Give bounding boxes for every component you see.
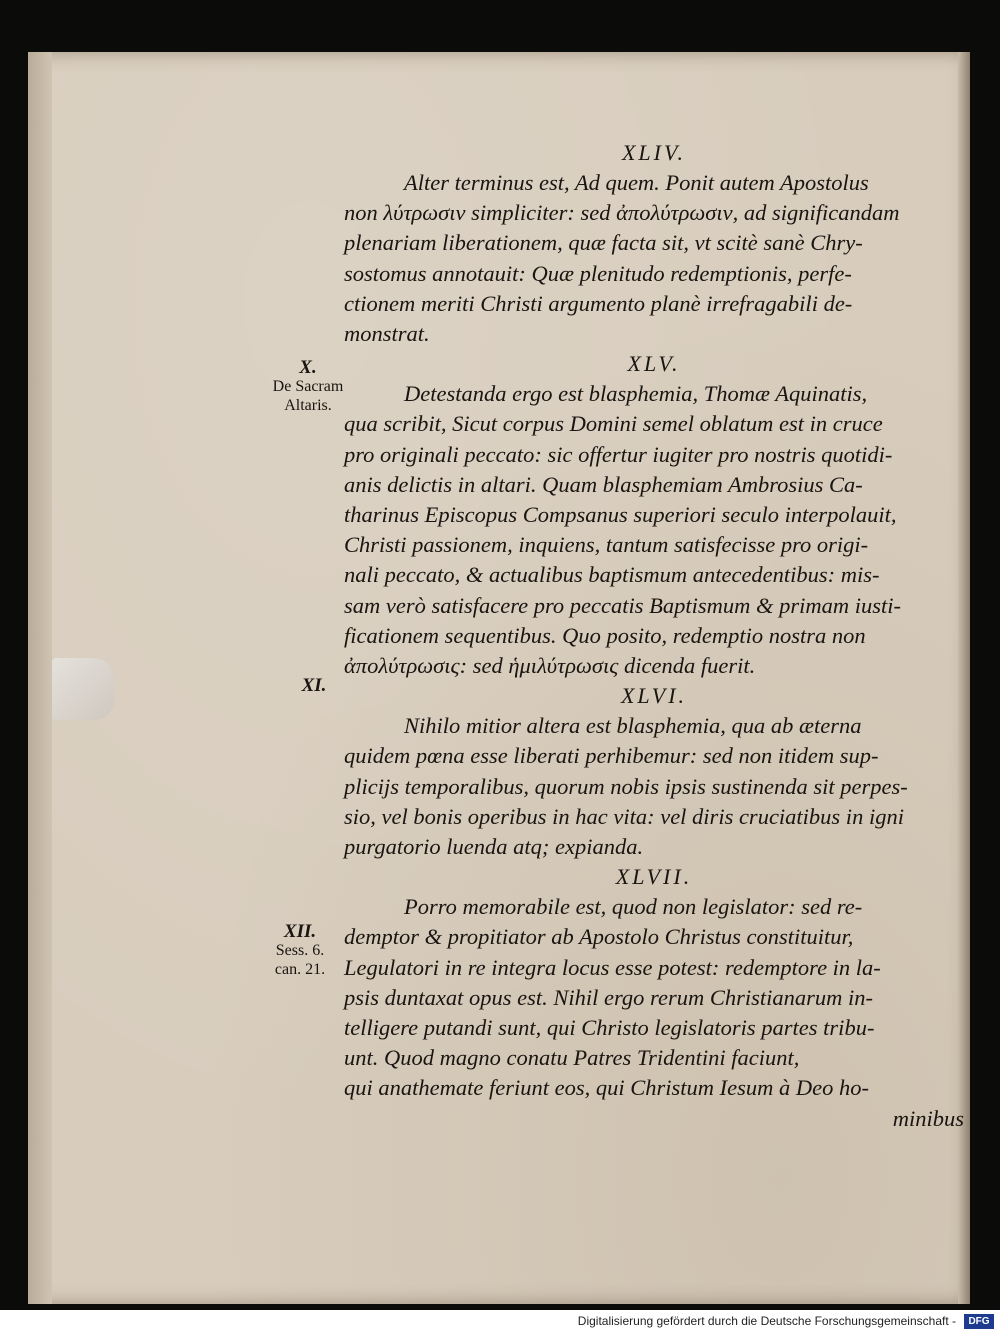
text-line: anis delictis in altari. Quam blasphemiam Ambrosius Ca-	[344, 471, 863, 497]
text-line: non λύτρωσιν simpliciter: sed ἀπολύτρωσιν, ad significandam	[344, 200, 900, 226]
text-line: tharinus Episcopus Compsanus superiori seculo interpolauit,	[344, 502, 897, 528]
text-line-content: Porro memorabile est, quod non legislator: sed re-	[404, 894, 863, 920]
text-line	[344, 711, 964, 741]
text-line: psis duntaxat opus est. Nihil ergo rerum Christianarum in-	[344, 984, 873, 1010]
margin-note-x-number: X.	[299, 357, 317, 378]
text-line: Christi passionem, inquiens, tantum satisfecisse pro origi-	[344, 532, 869, 558]
margin-note-xi	[284, 676, 344, 695]
text-line: pro originali peccato: sic offertur iugiter pro nostris quotidi-	[344, 441, 893, 467]
margin-note-x-line2: Altaris.	[284, 397, 332, 414]
text-line: nali peccato, & actualibus baptismum antecedentibus: mis-	[344, 562, 880, 588]
text-line: quidem pœna esse liberati perhibemur: sed non itidem sup-	[344, 743, 879, 769]
section-xlv	[344, 349, 964, 681]
margin-note-xii	[260, 922, 340, 979]
text-line-content: Nihilo mitior altera est blasphemia, qua ab æterna	[404, 713, 862, 739]
text-line: unt. Quod magno conatu Patres Tridentini faciunt,	[344, 1045, 800, 1071]
text-line-content: Alter terminus est, Ad quem. Ponit autem Apostolus	[404, 170, 869, 195]
margin-note-xi-number: XI.	[301, 675, 327, 696]
text-line	[344, 892, 964, 922]
text-line: qui anathemate feriunt eos, qui Christum Iesum à Deo ho-	[344, 1075, 869, 1101]
margin-note-xii-line2: can. 21.	[274, 961, 326, 978]
text-line-content: Detestanda ergo est blasphemia, Thomæ Aquinatis,	[404, 381, 868, 407]
text-line	[344, 379, 964, 409]
text-line: sio, vel bonis operibus in hac vita: vel diris cruciatibus in igni	[344, 803, 904, 829]
text-line: sam verò satisfacere pro peccatis Baptismum & primam iusti-	[344, 592, 902, 618]
catchword-line: minibus	[892, 1105, 964, 1131]
text-line: sostomus annotauit: Quæ plenitudo redemptionis, perfe-	[344, 260, 852, 286]
text-line: ctionem meriti Christi argumento planè irrefragabili de-	[344, 290, 853, 316]
margin-note-x	[262, 358, 354, 415]
footer-credit: Digitalisierung gefördert durch die Deutsche Forschungsgemeinschaft -	[577, 1314, 956, 1328]
text-line	[344, 168, 964, 198]
margin-note-xii-number: XII.	[283, 921, 317, 942]
section-xlvi	[344, 681, 964, 862]
text-line: plenariam liberationem, quæ facta sit, vt scitè sanè Chry-	[344, 230, 863, 256]
page-left-edge	[28, 52, 52, 1304]
dfg-logo-icon: DFG	[964, 1314, 994, 1329]
footer-bar	[0, 1310, 1000, 1334]
section-heading: XLV.	[627, 351, 681, 377]
section-heading: XLVI.	[620, 683, 688, 709]
section-xlvii	[344, 862, 964, 1134]
text-line: demptor & propitiator ab Apostolo Christus constituitur,	[344, 924, 854, 950]
text-line: Legulatori in re integra locus esse potest: redemptore in la-	[344, 954, 881, 980]
plastic-page-clip	[52, 658, 114, 720]
section-xliv	[344, 138, 964, 349]
margin-note-xii-line1: Sess. 6.	[275, 942, 325, 959]
text-line: ficationem sequentibus. Quo posito, redemptio nostra non	[344, 622, 866, 648]
text-line: ἀπολύτρωσις: sed ἡμιλύτρωσις dicenda fuerit.	[344, 653, 756, 679]
section-heading: XLIV.	[621, 140, 687, 165]
main-text-column	[344, 138, 964, 1134]
text-line: purgatorio luenda atq; expianda.	[344, 834, 644, 860]
text-line: telligere putandi sunt, qui Christo legislatoris partes tribu-	[344, 1015, 875, 1041]
margin-note-x-line1: De Sacram	[272, 378, 344, 395]
text-line: plicijs temporalibus, quorum nobis ipsis sustinenda sit perpes-	[344, 773, 908, 799]
text-line: monstrat.	[344, 321, 430, 347]
section-heading: XLVII.	[615, 864, 693, 890]
text-line: qua scribit, Sicut corpus Domini semel oblatum est in cruce	[344, 411, 883, 437]
